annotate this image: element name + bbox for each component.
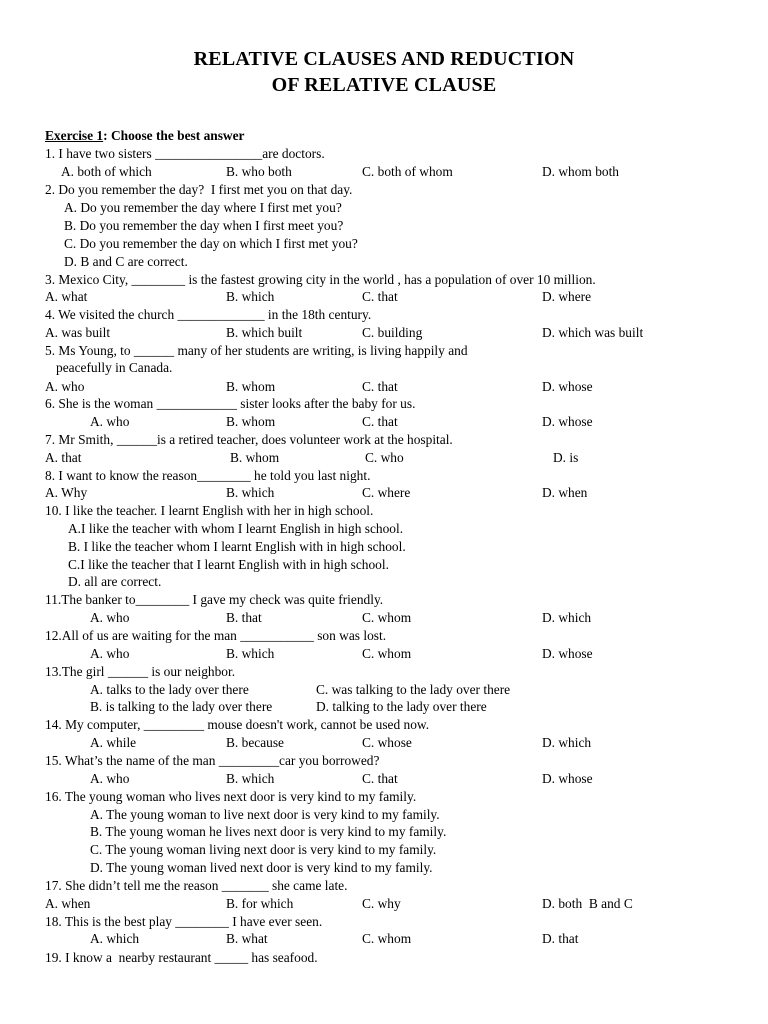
question-stem: 12.All of us are waiting for the man ___________ son was lost. <box>45 628 387 643</box>
question-stem: 14. My computer, _________ mouse doesn't work, cannot be used now. <box>45 717 430 732</box>
option-b: B. I like the teacher whom I learnt English with in high school. <box>68 539 406 554</box>
question-stem: 3. Mexico City, ________ is the fastest growing city in the world , has a population of over 10 million. <box>45 272 596 287</box>
question-stem: 7. Mr Smith, ______is a retired teacher, does volunteer work at the hospital. <box>45 432 453 447</box>
option-c: C. who <box>365 450 404 465</box>
option-d: D. talking to the lady over there <box>316 699 487 714</box>
option-a: A. Do you remember the day where I first met you? <box>64 200 342 215</box>
question-stem: 17. She didn’t tell me the reason _______ she came late. <box>45 878 348 893</box>
option-a: A. that <box>45 450 82 465</box>
option-c: C. that <box>362 379 398 394</box>
option-a: A. who <box>90 646 130 661</box>
option-c: C. whom <box>362 610 412 625</box>
option-d: D. which was built <box>542 325 644 340</box>
option-a: A. The young woman to live next door is very kind to my family. <box>90 807 440 822</box>
option-a: A. who <box>90 771 130 786</box>
option-b: B. what <box>226 931 268 946</box>
option-b: B. whom <box>226 379 276 394</box>
question-stem: 1. I have two sisters ________________are doctors. <box>45 146 325 161</box>
option-d: D. where <box>542 289 592 304</box>
option-a: A. who <box>45 379 85 394</box>
option-d: D. whose <box>542 771 593 786</box>
question-stem: 5. Ms Young, to ______ many of her students are writing, is living happily and <box>45 343 468 358</box>
option-a: A. who <box>90 610 130 625</box>
question-stem: 10. I like the teacher. I learnt English with her in high school. <box>45 503 374 518</box>
option-b: B. whom <box>230 450 280 465</box>
option-c: C. that <box>362 771 398 786</box>
option-d: D. B and C are correct. <box>64 254 188 269</box>
option-b: B. which <box>226 646 275 661</box>
question-stem: 6. She is the woman ____________ sister looks after the baby for us. <box>45 396 416 411</box>
option-b: B. which <box>226 485 275 500</box>
question-stem: 15. What’s the name of the man _________car you borrowed? <box>45 753 380 768</box>
option-a: A. talks to the lady over there <box>90 682 249 697</box>
option-d: D. that <box>542 931 579 946</box>
option-d: D. The young woman lived next door is very kind to my family. <box>90 860 433 875</box>
option-d: D. whose <box>542 379 593 394</box>
option-b: B. which built <box>226 325 303 340</box>
option-a: A. Why <box>45 485 88 500</box>
option-d: D. which <box>542 610 592 625</box>
option-b: B. which <box>226 289 275 304</box>
page-title-line-1: RELATIVE CLAUSES AND REDUCTION <box>193 48 575 70</box>
option-c: C. where <box>362 485 411 500</box>
exercise-heading <box>45 127 244 145</box>
option-a: A. while <box>90 735 137 750</box>
option-d: D. which <box>542 735 592 750</box>
question-stem: 13.The girl ______ is our neighbor. <box>45 664 236 679</box>
option-b: B. whom <box>226 414 276 429</box>
option-c: C. both of whom <box>362 164 453 179</box>
option-c: C. was talking to the lady over there <box>316 682 511 697</box>
question-stem: 2. Do you remember the day? I first met you on that day. <box>45 182 353 197</box>
question-stem: 18. This is the best play ________ I have ever seen. <box>45 914 323 929</box>
page-title-line-2: OF RELATIVE CLAUSE <box>271 74 497 96</box>
option-a: A. was built <box>45 325 111 340</box>
option-a: A. who <box>90 414 130 429</box>
option-c: C. whose <box>362 735 412 750</box>
option-d: D. both B and C <box>542 896 633 911</box>
exercise-label: Exercise 1 <box>45 128 104 143</box>
question-stem-continued: peacefully in Canada. <box>56 360 173 375</box>
option-b: B. that <box>226 610 262 625</box>
option-c: C. why <box>362 896 401 911</box>
option-a: A. which <box>90 931 140 946</box>
question-stem: 11.The banker to________ I gave my check was quite friendly. <box>45 592 384 607</box>
option-a: A. when <box>45 896 91 911</box>
option-a: A. both of which <box>61 164 152 179</box>
question-stem: 16. The young woman who lives next door is very kind to my family. <box>45 789 417 804</box>
option-a: A.I like the teacher with whom I learnt English in high school. <box>68 521 404 536</box>
option-b: B. which <box>226 771 275 786</box>
option-c: C. that <box>362 289 398 304</box>
option-b: B. for which <box>226 896 294 911</box>
option-d: D. whose <box>542 646 593 661</box>
question-stem: 4. We visited the church _____________ in the 18th century. <box>45 307 372 322</box>
option-b: B. Do you remember the day when I first meet you? <box>64 218 344 233</box>
exercise-instruction: : Choose the best answer <box>103 128 245 143</box>
option-c: C. building <box>362 325 423 340</box>
option-b: B. is talking to the lady over there <box>90 699 273 714</box>
option-c: C.I like the teacher that I learnt English with in high school. <box>68 557 389 572</box>
option-c: C. The young woman living next door is very kind to my family. <box>90 842 437 857</box>
option-d: D. when <box>542 485 588 500</box>
option-d: D. is <box>553 450 579 465</box>
option-a: A. what <box>45 289 88 304</box>
option-c: C. Do you remember the day on which I first met you? <box>64 236 358 251</box>
option-c: C. that <box>362 414 398 429</box>
option-b: B. who both <box>226 164 292 179</box>
option-d: D. all are correct. <box>68 574 162 589</box>
option-b: B. because <box>226 735 285 750</box>
option-d: D. whom both <box>542 164 619 179</box>
option-c: C. whom <box>362 931 412 946</box>
option-b: B. The young woman he lives next door is very kind to my family. <box>90 824 447 839</box>
question-stem: 8. I want to know the reason________ he told you last night. <box>45 468 371 483</box>
question-stem: 19. I know a nearby restaurant _____ has seafood. <box>45 950 318 965</box>
option-d: D. whose <box>542 414 593 429</box>
option-c: C. whom <box>362 646 412 661</box>
